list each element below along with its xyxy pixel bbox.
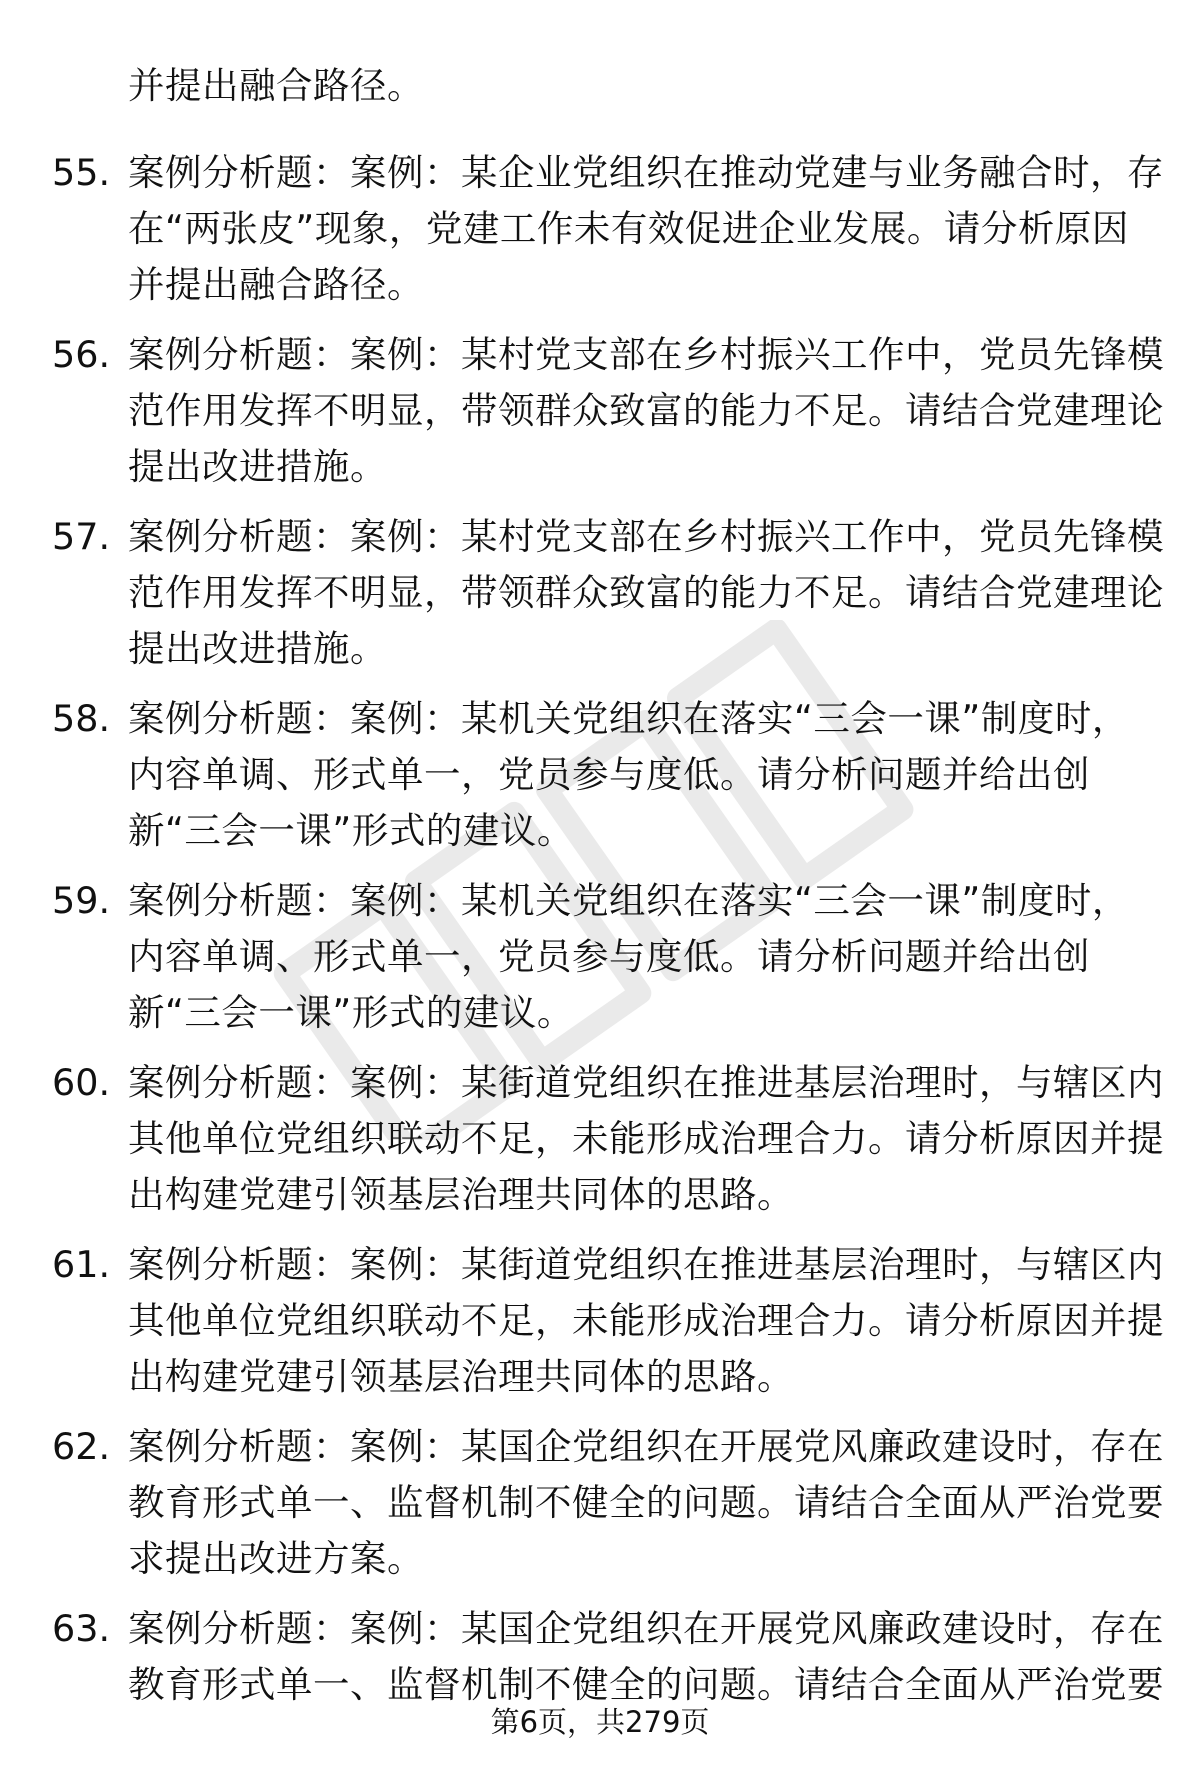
question-text-line: 案例分析题：案例：某街道党组织在推进基层治理时，与辖区内 — [128, 1061, 1164, 1104]
question-text-line: 案例分析题：案例：某国企党组织在开展党风廉政建设时，存在 — [128, 1607, 1164, 1650]
question-number: 63. — [52, 1607, 111, 1650]
question-item — [0, 1419, 1200, 1601]
page-footer: 第6页，共279页 — [490, 1705, 710, 1739]
question-text-line: 出构建党建引领基层治理共同体的思路。 — [128, 1173, 794, 1216]
question-text-line: 其他单位党组织联动不足，未能形成治理合力。请分析原因并提 — [128, 1299, 1164, 1342]
question-text-line: 教育形式单一、监督机制不健全的问题。请结合全面从严治党要 — [128, 1663, 1164, 1706]
continuation-text: 并提出融合路径。 — [128, 64, 424, 107]
question-text-line: 案例分析题：案例：某机关党组织在落实“三会一课”制度时， — [128, 697, 1129, 740]
question-item — [0, 691, 1200, 873]
question-number: 56. — [52, 333, 111, 376]
question-text-line: 范作用发挥不明显，带领群众致富的能力不足。请结合党建理论 — [128, 389, 1164, 432]
question-list — [0, 145, 1200, 1783]
question-text-line: 提出改进措施。 — [128, 627, 387, 670]
question-text-line: 案例分析题：案例：某村党支部在乡村振兴工作中，党员先锋模 — [128, 515, 1164, 558]
question-item — [0, 1055, 1200, 1237]
question-item — [0, 1601, 1200, 1783]
question-number: 59. — [52, 879, 111, 922]
question-text-line: 出构建党建引领基层治理共同体的思路。 — [128, 1355, 794, 1398]
question-text-line: 案例分析题：案例：某机关党组织在落实“三会一课”制度时， — [128, 879, 1129, 922]
question-text-line: 其他单位党组织联动不足，未能形成治理合力。请分析原因并提 — [128, 1117, 1164, 1160]
question-text-line: 案例分析题：案例：某国企党组织在开展党风廉政建设时，存在 — [128, 1425, 1164, 1468]
question-number: 58. — [52, 697, 111, 740]
question-number: 61. — [52, 1243, 111, 1286]
question-item — [0, 873, 1200, 1055]
question-text-line: 内容单调、形式单一，党员参与度低。请分析问题并给出创 — [128, 935, 1090, 978]
question-text-line: 教育形式单一、监督机制不健全的问题。请结合全面从严治党要 — [128, 1481, 1164, 1524]
question-text-line: 范作用发挥不明显，带领群众致富的能力不足。请结合党建理论 — [128, 571, 1164, 614]
question-text-line: 案例分析题：案例：某街道党组织在推进基层治理时，与辖区内 — [128, 1243, 1164, 1286]
question-text-line: 内容单调、形式单一，党员参与度低。请分析问题并给出创 — [128, 753, 1090, 796]
question-item — [0, 327, 1200, 509]
question-text-line: 在“两张皮”现象，党建工作未有效促进企业发展。请分析原因 — [128, 207, 1129, 250]
question-item — [0, 145, 1200, 327]
question-text-line: 新“三会一课”形式的建议。 — [128, 809, 574, 852]
question-text-line: 案例分析题：案例：某村党支部在乡村振兴工作中，党员先锋模 — [128, 333, 1164, 376]
question-text-line: 求提出改进方案。 — [128, 1537, 424, 1580]
question-number: 60. — [52, 1061, 111, 1104]
question-number: 62. — [52, 1425, 111, 1468]
question-text-line: 新“三会一课”形式的建议。 — [128, 991, 574, 1034]
question-item — [0, 1237, 1200, 1419]
question-text-line: 案例分析题：案例：某企业党组织在推动党建与业务融合时，存 — [128, 151, 1164, 194]
question-text-line: 提出改进措施。 — [128, 445, 387, 488]
question-item — [0, 509, 1200, 691]
question-text-line: 并提出融合路径。 — [128, 263, 424, 306]
question-number: 55. — [52, 151, 111, 194]
question-number: 57. — [52, 515, 111, 558]
